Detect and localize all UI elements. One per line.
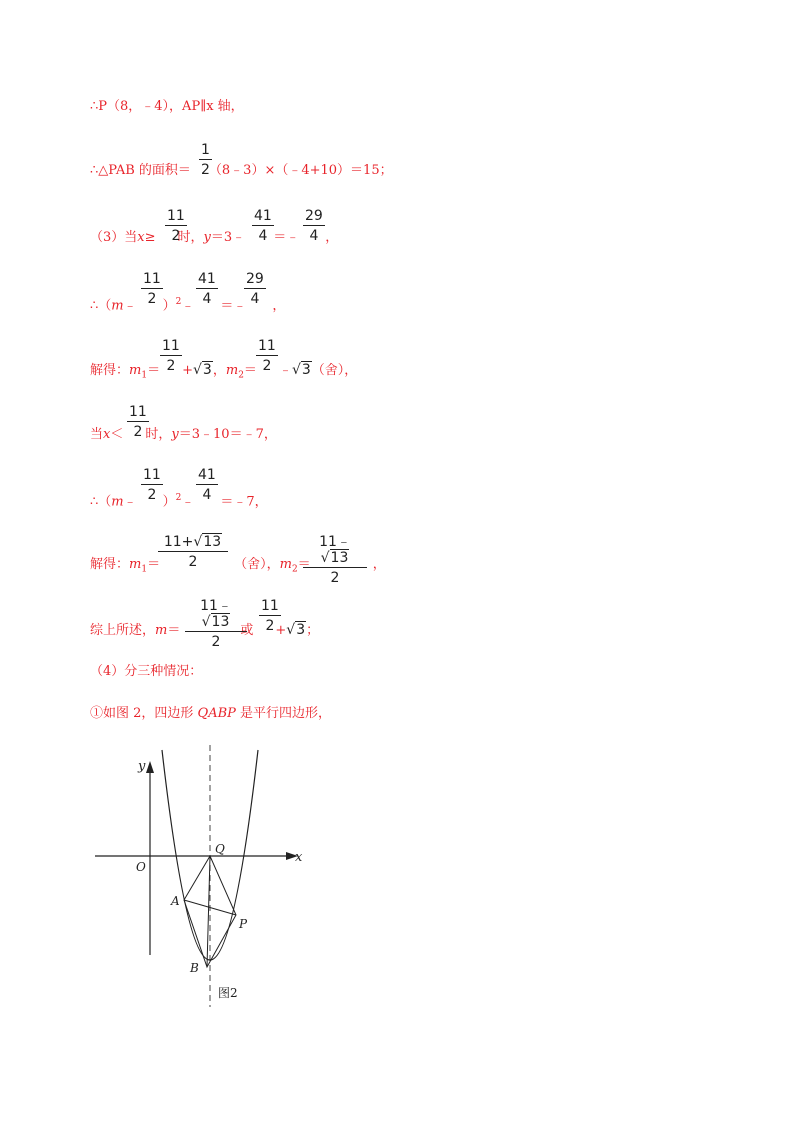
line-3: （3）当x≥ 时，y＝3﹣ ＝﹣ ， [90,230,339,245]
fraction-11-2: $\frac{11}{2}$ [258,338,276,374]
text-area-label: ∴△PAB 的面积＝ [90,163,191,178]
text-three-cases: （4）分三种情况： [90,664,203,679]
fraction-11-minus-sqrt13-over-2: $\frac{11﹣√13}{2}$ [185,598,247,650]
sqrt-3: √3 [193,362,212,378]
fraction-41-4: $\frac{41}{4}$ [254,208,272,244]
fraction-11-2: $\frac{11}{2}$ [143,467,161,503]
label-q: Q [215,842,225,856]
line-8: 解得：$m_1=$ （舍），$m_2=$ ， [90,557,386,575]
label-x: x [295,850,303,865]
figure-2-diagram [90,745,320,1015]
fraction-29-4: $\frac{29}{4}$ [305,208,323,244]
line-2 [90,163,393,179]
fraction-11-2: $\frac{11}{2}$ [167,208,185,244]
label-b: B [190,961,199,975]
y-axis-arrow-icon [146,761,154,773]
line-4: ∴（m﹣ ）$^2$﹣ ＝﹣ ， [90,297,286,314]
label-origin: O [136,860,146,874]
sqrt-3: √3 [291,362,311,378]
fraction-one-half: $\frac{1}{2}$ [201,142,210,178]
label-y: y [138,759,146,774]
line-9: 综上所述，m＝ 或 +√3； [90,622,320,638]
fraction-11-2: $\frac{11}{2}$ [261,598,279,634]
fraction-41-4: $\frac{41}{4}$ [198,467,216,503]
line-10 [90,664,202,680]
figure-caption: 图2 [218,986,238,1000]
text-area-expression: （8﹣3）×（﹣4+10）＝15； [208,163,393,178]
fraction-11-2: $\frac{11}{2}$ [143,271,161,307]
fraction-11-minus-sqrt13-over-2: $\frac{11﹣√13}{2}$ [303,534,367,586]
line-1 [90,99,244,115]
text-p-coordinates: ∴P（8，﹣4），AP∥x 轴， [90,99,244,114]
line-5: 解得：$m_1= +√3$，$m_2=$ ﹣√3（舍）， [90,362,358,381]
fraction-11-2: $\frac{11}{2}$ [129,404,147,440]
line-11: ①如图 2，四边形 QABP 是平行四边形， [90,706,332,721]
fraction-41-4: $\frac{41}{4}$ [198,271,216,307]
fraction-11-plus-sqrt13-over-2: $\frac{11+√13}{2}$ [158,534,228,570]
fraction-29-4: $\frac{29}{4}$ [246,271,264,307]
label-p: P [239,917,248,931]
line-6: 当x＜ 时，y＝3﹣10＝﹣7， [90,427,277,442]
fraction-11-2: $\frac{11}{2}$ [162,338,180,374]
sqrt-3: √3 [286,622,306,638]
segment-ap [184,900,236,915]
label-a: A [171,894,180,908]
line-7: ∴（m﹣ ）$^2$﹣ ＝﹣7， [90,493,268,510]
